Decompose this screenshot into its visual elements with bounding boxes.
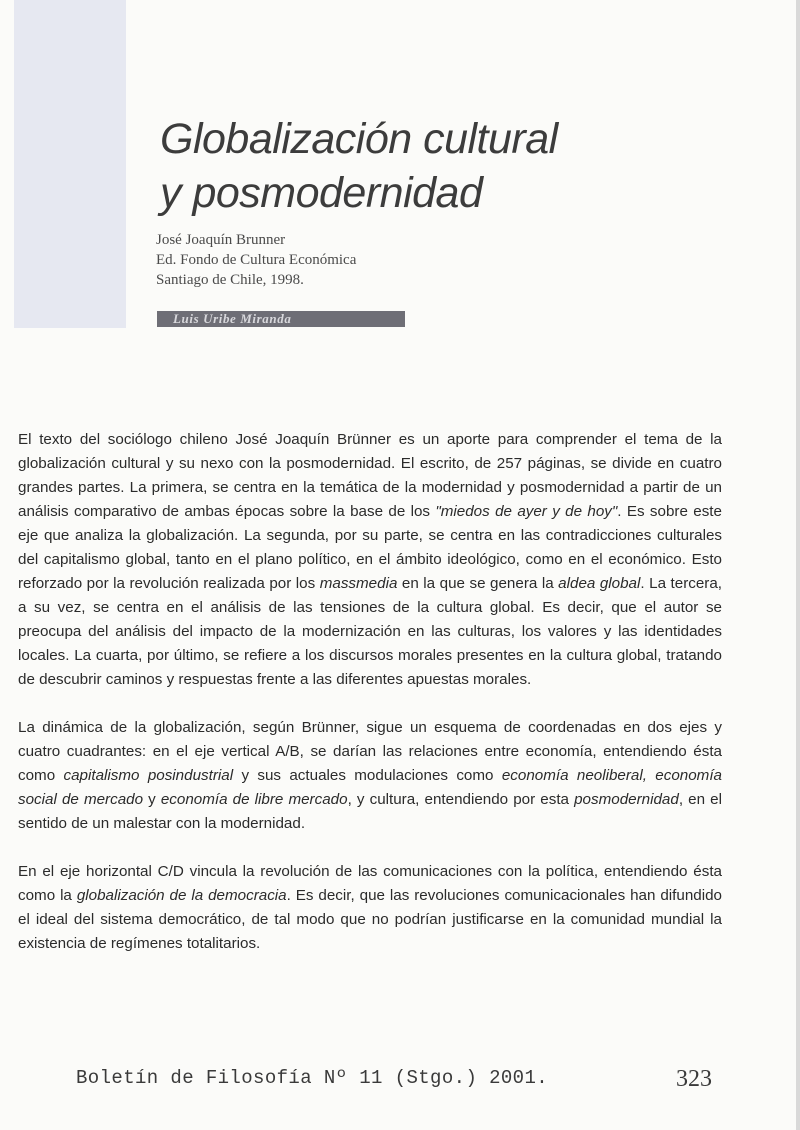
p1-text-2: . Es sobre este eje que analiza la globalización. La segunda, por su parte, se centra en las contradicciones culturales del capitalismo global, tanto en el plano político, en el ámbito ideológico, como en el económico. Esto reforzado por la revolución realizada por los (18, 503, 722, 592)
reviewer-bar (157, 311, 405, 327)
book-publisher: Ed. Fondo de Cultura Económica (156, 252, 357, 268)
p1-emphasis-3: aldea global (558, 575, 641, 592)
p1-emphasis-1: "miedos de ayer y de hoy" (435, 503, 618, 520)
title-line-2: y posmodernidad (160, 169, 483, 217)
decorative-side-band (14, 0, 126, 328)
p3-text-2: . Es decir, que las revoluciones comunicacionales han difundido el ideal del sistema democrático, de tal modo que no podrían justificarse en la comunidad mundial la existencia de regímenes totalitarios. (18, 887, 722, 952)
article-title (160, 112, 558, 220)
book-author: José Joaquín Brunner (156, 232, 286, 248)
journal-citation: Boletín de Filosofía Nº 11 (Stgo.) 2001. (76, 1067, 549, 1089)
p2-text-5: , en el sentido de un malestar con la modernidad. (18, 791, 722, 832)
page-edge-shadow (796, 0, 800, 1130)
paragraph-1 (18, 428, 722, 692)
p2-text-1: La dinámica de la globalización, según Brünner, sigue un esquema de coordenadas en dos ejes y cuatro cuadrantes: en el eje vertical A/B, se darían las relaciones entre economía, entendiendo ésta como (18, 719, 722, 784)
page-number: 323 (676, 1066, 712, 1092)
p2-emphasis-2: economía neoliberal, economía social de mercado (18, 767, 722, 808)
p2-text-2: y sus actuales modulaciones como (233, 767, 502, 784)
reviewer-name: Luis Uribe Miranda (173, 311, 292, 326)
p1-text-3: en la que se genera la (397, 575, 559, 592)
p3-text-1: En el eje horizontal C/D vincula la revolución de las comunicaciones con la política, entendiendo ésta como la (18, 863, 722, 904)
p1-emphasis-2: massmedia (319, 575, 398, 592)
p2-emphasis-3: economía de libre mercado (160, 791, 348, 808)
p2-emphasis-4: posmodernidad (574, 791, 679, 808)
p3-emphasis-1: globalización de la democracia (76, 887, 287, 904)
p1-text-1: El texto del sociólogo chileno José Joaquín Brünner es un aporte para comprender el tema de la globalización cultural y su nexo con la posmodernidad. El escrito, de 257 páginas, se divide en cuatro grandes partes. La primera, se centra en la temática de la modernidad y posmodernidad a partir de un análisis comparativo de ambas épocas sobre la base de los (18, 431, 722, 520)
book-place-year: Santiago de Chile, 1998. (156, 272, 304, 288)
p2-emphasis-1: capitalismo posindustrial (63, 767, 234, 784)
p2-text-3: y (143, 791, 161, 808)
paragraph-3 (18, 860, 722, 956)
p2-text-4: , y cultura, entendiendo por esta (347, 791, 575, 808)
article-body (18, 428, 722, 980)
book-metadata (156, 230, 356, 290)
title-line-1: Globalización cultural (160, 115, 558, 163)
p1-text-4: . La tercera, a su vez, se centra en el análisis de las tensiones de la cultura global. Es decir, que el autor se preocupa del análisis del impacto de la modernización en las culturas, los valores y las identidades locales. La cuarta, por último, se refiere a los discursos morales presentes en la cultura global, tratando de descubrir caminos y respuestas frente a las diferentes apuestas morales. (18, 575, 723, 688)
paragraph-2 (18, 716, 722, 836)
